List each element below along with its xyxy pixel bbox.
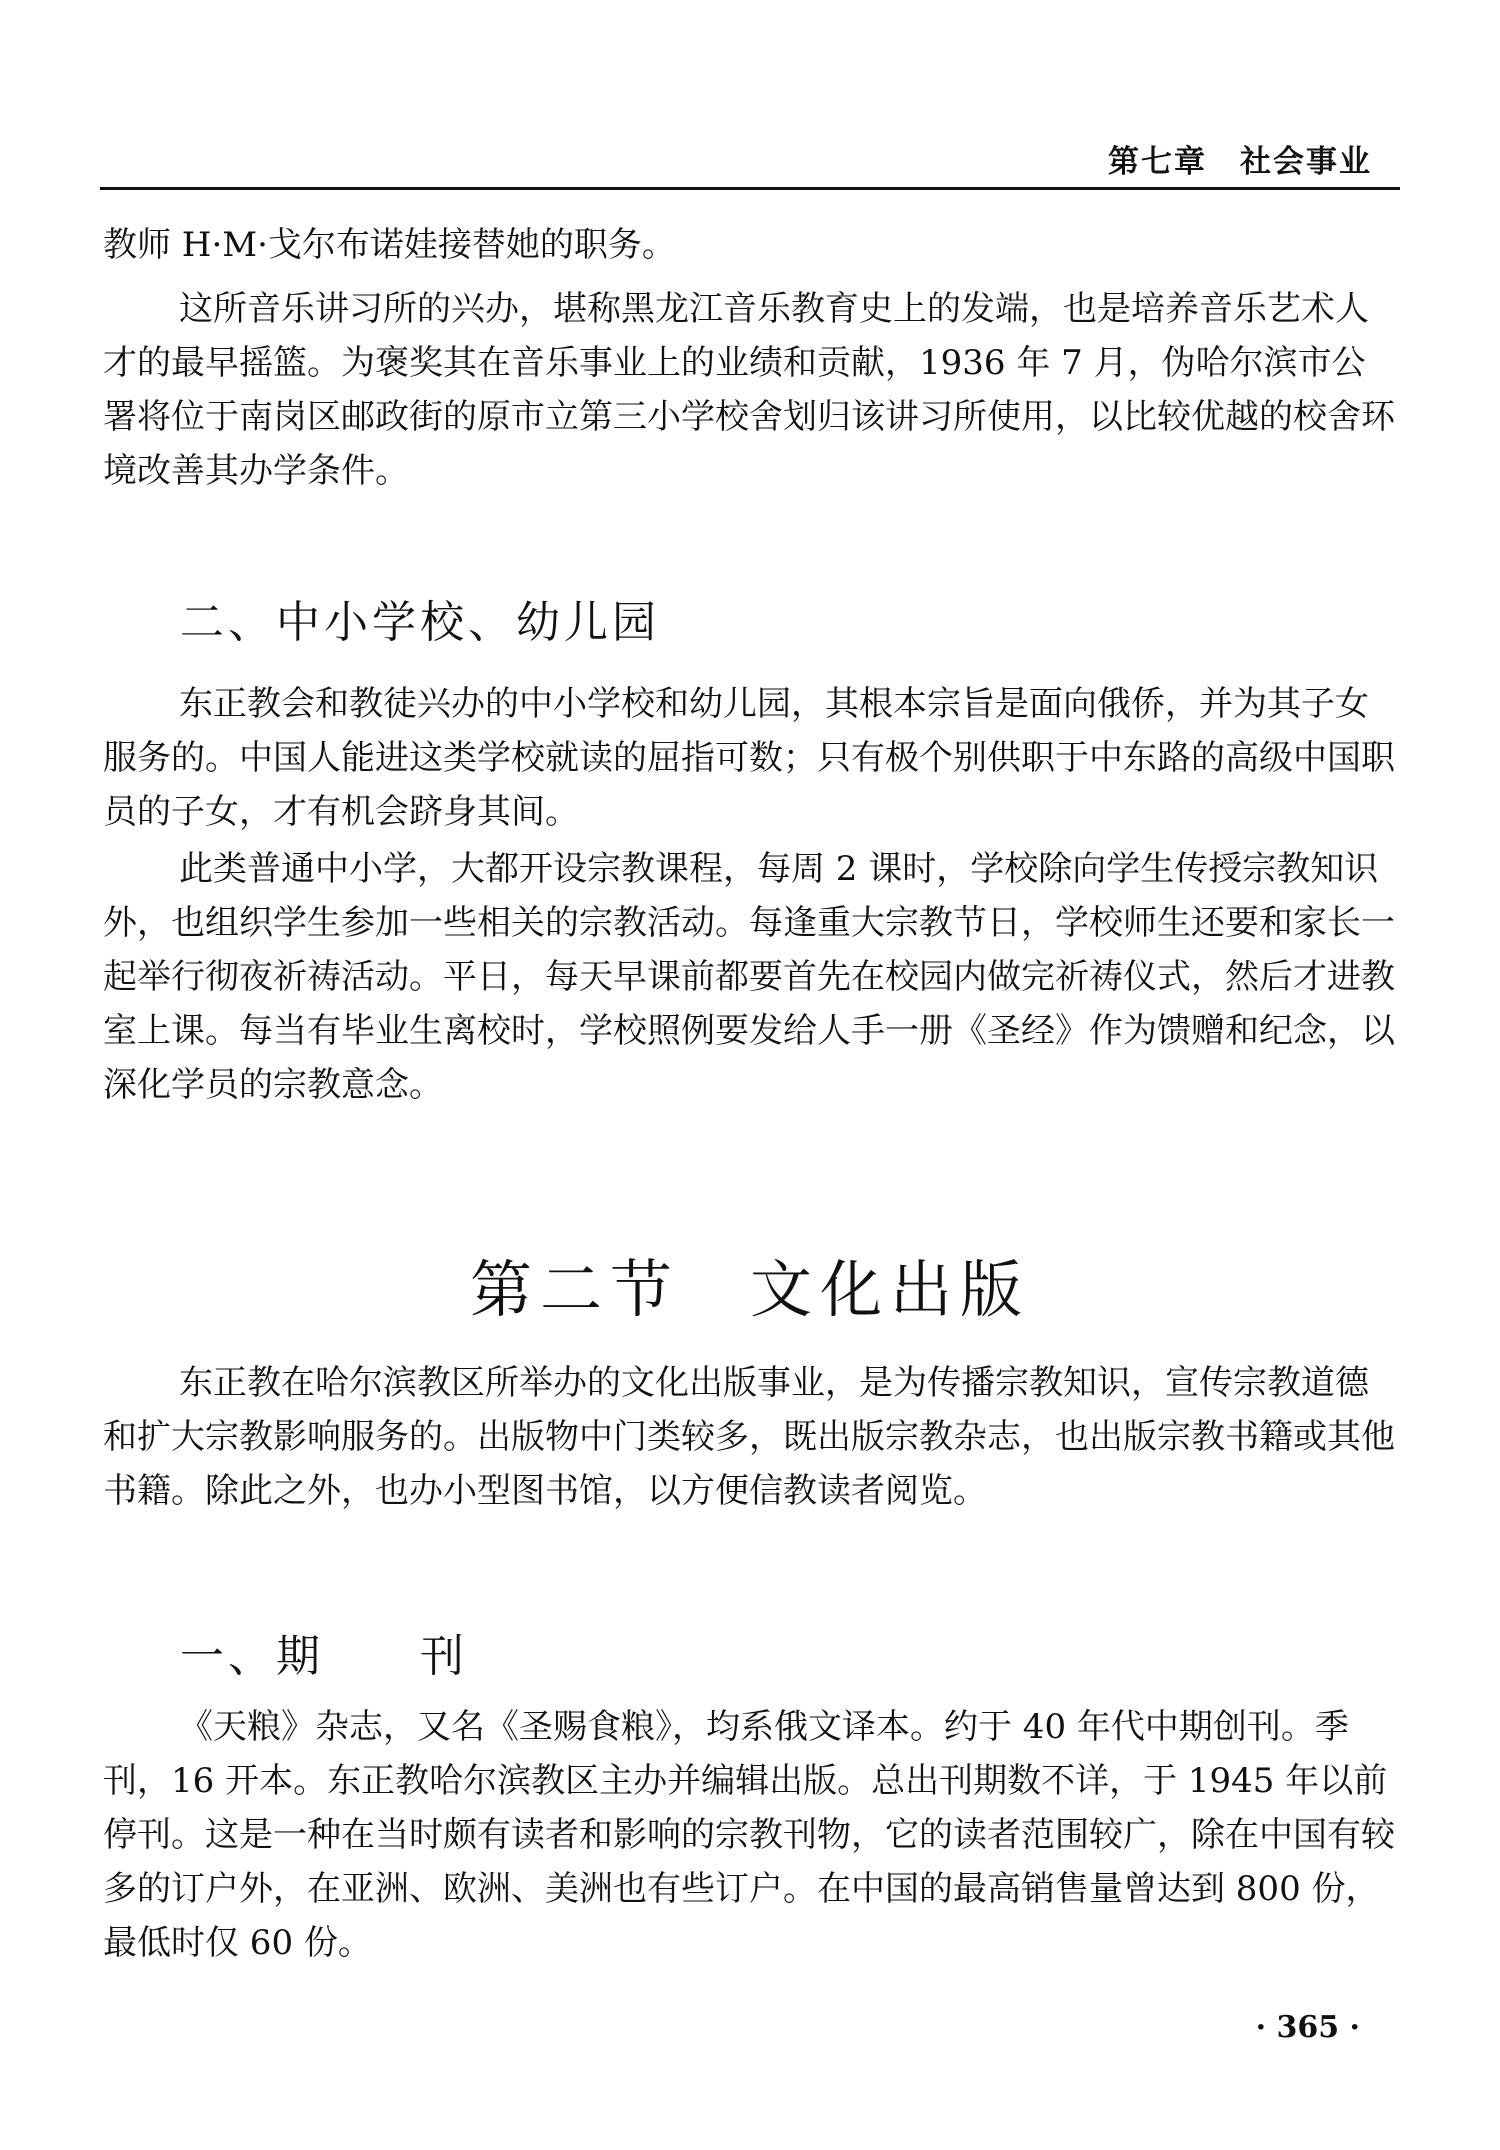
subsection-heading: 二、中小学校、幼儿园	[180, 597, 660, 648]
subsection-heading: 一、期 刊	[180, 1631, 468, 1682]
running-header: 第七章 社会事业	[1108, 144, 1372, 180]
paragraph: 东正教会和教徒兴办的中小学校和幼儿园，其根本宗旨是面向俄侨，并为其子女服务的。中国人能进这类学校就读的屈指可数；只有极个别供职于中东路的高级中国职员的子女，才有机会跻身其间。	[103, 684, 1395, 832]
paragraph: 《天粮》杂志，又名《圣赐食粮》，均系俄文译本。约于 40 年代中期创刊。季刊，16 开本。东正教哈尔滨教区主办并编辑出版。总出刊期数不详，于 1945 年以前停刊。这是一种在当时颇有读者和影响的宗教刊物，它的读者范围较广，除在中国有较多的订户外，在亚洲、欧洲、美洲也有些订户。在中国的最高销售量曾达到 800 份，最低时仅 60 份。	[103, 1707, 1395, 1963]
page-number: · 365 ·	[1255, 2010, 1360, 2045]
header-rule	[100, 187, 1400, 190]
section-title: 第二节 文化出版	[469, 1253, 1030, 1326]
paragraph: 这所音乐讲习所的兴办，堪称黑龙江音乐教育史上的发端，也是培养音乐艺术人才的最早摇篮。为褒奖其在音乐事业上的业绩和贡献，1936 年 7 月，伪哈尔滨市公署将位于南岗区邮政街的原市立第三小学校舍划归该讲习所使用，以比较优越的校舍环境改善其办学条件。	[103, 289, 1395, 491]
paragraph: 东正教在哈尔滨教区所举办的文化出版事业，是为传播宗教知识，宣传宗教道德和扩大宗教影响服务的。出版物中门类较多，既出版宗教杂志，也出版宗教书籍或其他书籍。除此之外，也办小型图书馆，以方便信教读者阅览。	[103, 1363, 1395, 1511]
paragraph: 教师 H·M·戈尔布诺娃接替她的职务。	[103, 225, 676, 265]
paragraph: 此类普通中小学，大都开设宗教课程，每周 2 课时，学校除向学生传授宗教知识外，也组织学生参加一些相关的宗教活动。每逢重大宗教节日，学校师生还要和家长一起举行彻夜祈祷活动。平日，每天早课前都要首先在校园内做完祈祷仪式，然后才进教室上课。每当有毕业生离校时，学校照例要发给人手一册《圣经》作为馈赠和纪念，以深化学员的宗教意念。	[103, 849, 1395, 1105]
